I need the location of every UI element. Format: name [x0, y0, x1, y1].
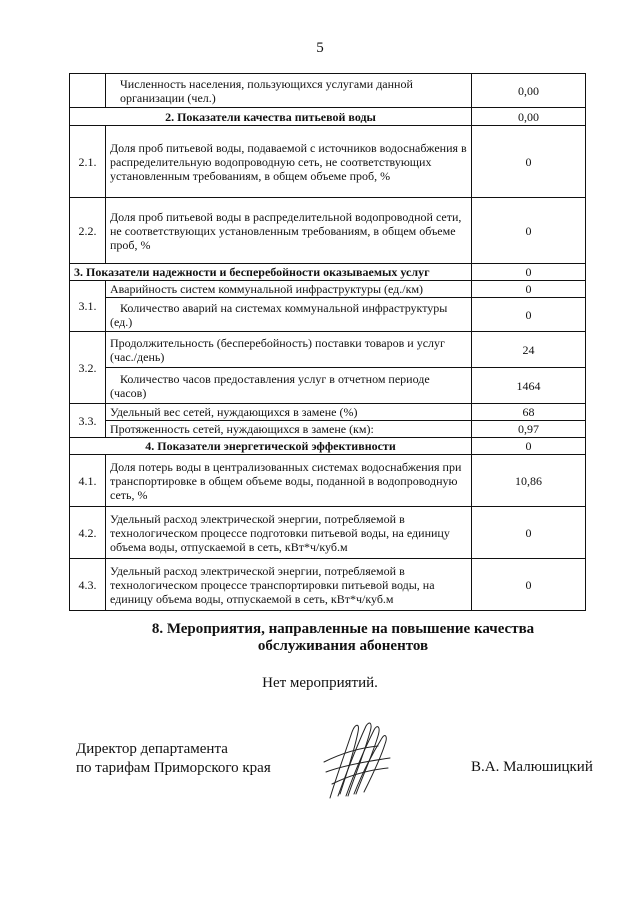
table-row [70, 332, 586, 368]
indicator-value: 1464 [472, 368, 586, 404]
indicator-text: Доля проб питьевой воды в распределительной водопроводной сети, не соответствующих установленным требованиям, в общем объеме проб, % [106, 198, 472, 264]
signer-position-line2: по тарифам Приморского края [76, 760, 271, 776]
table-row [70, 74, 586, 108]
indicator-value: 10,86 [472, 455, 586, 507]
handwritten-signature [322, 718, 394, 802]
table-row [70, 404, 586, 421]
table-row [70, 198, 586, 264]
indicator-text: Численность населения, пользующихся услугами данной организации (чел.) [106, 74, 472, 108]
table-row [70, 368, 586, 404]
section-8-heading [60, 621, 626, 655]
indicator-value: 0 [472, 559, 586, 611]
section-3-value: 0 [472, 264, 586, 281]
signer-position-line1: Директор департамента [76, 741, 228, 757]
section-4-value: 0 [472, 438, 586, 455]
indicator-text: Удельный вес сетей, нуждающихся в замене (%) [106, 404, 472, 421]
row-number: 4.2. [70, 507, 106, 559]
indicator-text: Продолжительность (бесперебойность) поставки товаров и услуг (час./день) [106, 332, 472, 368]
indicator-value: 0 [472, 281, 586, 298]
row-number: 2.1. [70, 126, 106, 198]
page-number: 5 [316, 40, 324, 56]
signer-position [76, 740, 271, 778]
table-row [70, 421, 586, 438]
indicator-text: Количество часов предоставления услуг в отчетном периоде (часов) [106, 368, 472, 404]
signer-name: В.А. Малюшицкий [471, 759, 593, 775]
indicator-value: 0,97 [472, 421, 586, 438]
row-number: 3.3. [70, 404, 106, 438]
indicator-value: 68 [472, 404, 586, 421]
row-number [70, 74, 106, 108]
section-header-row [70, 264, 586, 281]
indicator-value: 0 [472, 198, 586, 264]
section-header-row [70, 108, 586, 126]
indicator-text: Аварийность систем коммунальной инфраструктуры (ед./км) [106, 281, 472, 298]
indicator-text: Количество аварий на системах коммунальной инфраструктуры (ед.) [106, 298, 472, 332]
indicator-text: Удельный расход электрической энергии, потребляемой в технологическом процессе транспортировки питьевой воды, на единицу объема воды, отпускаемой в сеть, кВт*ч/куб.м [106, 559, 472, 611]
row-number: 3.2. [70, 332, 106, 404]
row-number: 4.1. [70, 455, 106, 507]
section-8-body: Нет мероприятий. [262, 675, 378, 691]
section-2-value: 0,00 [472, 108, 586, 126]
table-row [70, 455, 586, 507]
indicators-table [69, 73, 586, 611]
table-row [70, 559, 586, 611]
table-row [70, 126, 586, 198]
row-number: 4.3. [70, 559, 106, 611]
indicator-text: Доля потерь воды в централизованных системах водоснабжения при транспортировке в общем объеме воды, поданной в водопроводную сеть, % [106, 455, 472, 507]
section-header-row [70, 438, 586, 455]
indicator-value: 24 [472, 332, 586, 368]
section-2-title: 2. Показатели качества питьевой воды [70, 108, 472, 126]
indicator-text: Удельный расход электрической энергии, потребляемой в технологическом процессе подготовки питьевой воды, на единицу объема воды, отпускаемой в сеть, кВт*ч/куб.м [106, 507, 472, 559]
indicator-value: 0 [472, 298, 586, 332]
section-8-title-line1: 8. Мероприятия, направленные на повышение качества [151, 621, 535, 637]
indicator-value: 0 [472, 126, 586, 198]
table-row [70, 507, 586, 559]
table-row [70, 281, 586, 298]
indicator-text: Протяженность сетей, нуждающихся в замене (км): [106, 421, 472, 438]
row-number: 3.1. [70, 281, 106, 332]
indicator-value: 0 [472, 507, 586, 559]
indicator-text: Доля проб питьевой воды, подаваемой с источников водоснабжения в распределительную водопроводную сеть, не соответствующих установленным требованиям, в общем объеме проб, % [106, 126, 472, 198]
section-8-title-line2: обслуживания абонентов [257, 638, 429, 654]
table-row [70, 298, 586, 332]
indicator-value: 0,00 [472, 74, 586, 108]
section-4-title: 4. Показатели энергетической эффективности [70, 438, 472, 455]
row-number: 2.2. [70, 198, 106, 264]
section-3-title: 3. Показатели надежности и бесперебойности оказываемых услуг [70, 264, 472, 281]
